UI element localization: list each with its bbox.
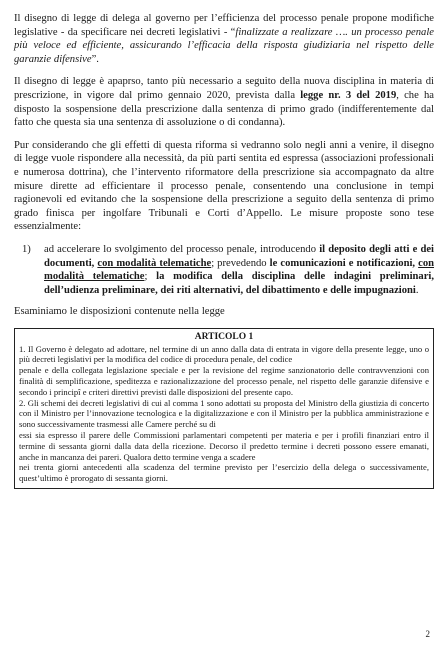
- intro-quote-end: ”.: [91, 53, 99, 65]
- intro-text: Il disegno di legge di delega al governo per l’efficienza del processo penale propone modifiche legislative - da specificare nei decreti legislativi - “: [14, 13, 434, 38]
- intro-paragraph: [14, 12, 434, 66]
- list-text-3: ;: [144, 271, 157, 283]
- prescription-text-a: Il disegno di legge è apaprso, tanto più necessario a seguito della nuova disciplina in materia di prescrizione, in vigore dal primo gennaio 2020, prevista dalla: [14, 76, 434, 101]
- list-underline-1: con modalità telematiche: [97, 257, 212, 269]
- article-box: [14, 328, 434, 489]
- measures-paragraph: Pur considerando che gli effetti di questa riforma si vedranno solo negli anni a venire, il disegno di legge vuole rispondere alla necessità, da più parti sentita ed espressa (associazioni professionali e numerosa dottrina), che l’intervento riformatore della prescrizione sia accompagnato da altre misure dirette ad efficientare il processo penale, consentendo una conclusione in tempi ragionevoli ed evitando che la sospensione della prescrizione a seguito della sentenza di primo grado finisca per ingolfare Tribunali e Corti d’Appello. Le misure proposte sono tese essenzialmente:: [14, 139, 434, 233]
- article-text-5: nei trenta giorni antecedenti alla scadenza del termine previsto per l’esercizio della delega o successivamente, quest’ultimo è prorogato di sessanta giorni.: [19, 462, 429, 484]
- article-text-1: 1. Il Governo è delegato ad adottare, nel termine di un anno dalla data di entrata in vigore della presente legge, uno o più decreti legislativi per la modifica del codice di procedura penale, del codice: [19, 343, 429, 365]
- document-page: [14, 12, 434, 489]
- article-text-2: penale e della collegata legislazione speciale e per la revisione del regime sanzionatorio delle contravvenzioni con finalità di semplificazione, speditezza e razionalizzazione del processo penale, nel rispetto delle garanzie difensive e secondo i principî e criteri direttivi previsti dalle disposizioni del presente capo.: [19, 365, 429, 397]
- list-text-4: .: [415, 284, 419, 296]
- list-item: [22, 243, 434, 297]
- article-title: ARTICOLO 1: [194, 331, 254, 342]
- law-reference: legge nr. 3 del 2019: [300, 89, 397, 101]
- measures-list: [14, 243, 434, 297]
- list-bold-3: la modifica della disciplina delle indagini preliminari, dell’udienza preliminare, dei riti alternativi, del dibattimento e delle impugnazioni: [44, 271, 434, 296]
- list-text-2: ; prevedendo: [211, 257, 270, 269]
- list-text-1: ad accelerare lo svolgimento del processo penale, introducendo: [44, 243, 320, 255]
- list-underline-2: con modalità telematiche: [44, 257, 435, 283]
- article-text-4: essi sia espresso il parere delle Commissioni parlamentari competenti per materia e per i profili finanziari entro il termine di sessanta giorni dalla data della ricezione. Decorso il predetto termine i decreti possono essere emanati, anche in mancanza dei pareri. Qualora detto termine venga a scadere: [19, 430, 429, 462]
- article-text-3: 2. Gli schemi dei decreti legislativi di cui al comma 1 sono adottati su proposta del Ministro della giustizia di concerto con il Ministro per l’innovazione tecnologica e la digitalizzazione e con il Ministro per la pubblica amministrazione e sono successivamente trasmessi alle Camere perché su di: [19, 397, 429, 430]
- intro-quote: finalizzate a realizzare …. un processo penale più veloce ed efficiente, assicurando l’efficacia della risposta giudiziaria nel rispetto delle garanzie difensive: [14, 26, 435, 65]
- prescription-paragraph: [14, 75, 434, 129]
- page-number: 2: [425, 629, 430, 639]
- list-text: [44, 243, 434, 297]
- list-bold-2: le comunicazioni e notificazioni,: [269, 257, 419, 269]
- list-number: 1): [22, 243, 31, 255]
- list-bold-1: il deposito degli atti e dei documenti,: [44, 243, 434, 269]
- prescription-text-b: , che ha disposto la sospensione della prescrizione dalla sentenza di primo grado (indifferentemente dal fatto che questa sia una sentenza di assoluzione o di condanna).: [14, 89, 435, 129]
- examine-paragraph: Esaminiamo le disposizioni contenute nella legge: [14, 306, 225, 318]
